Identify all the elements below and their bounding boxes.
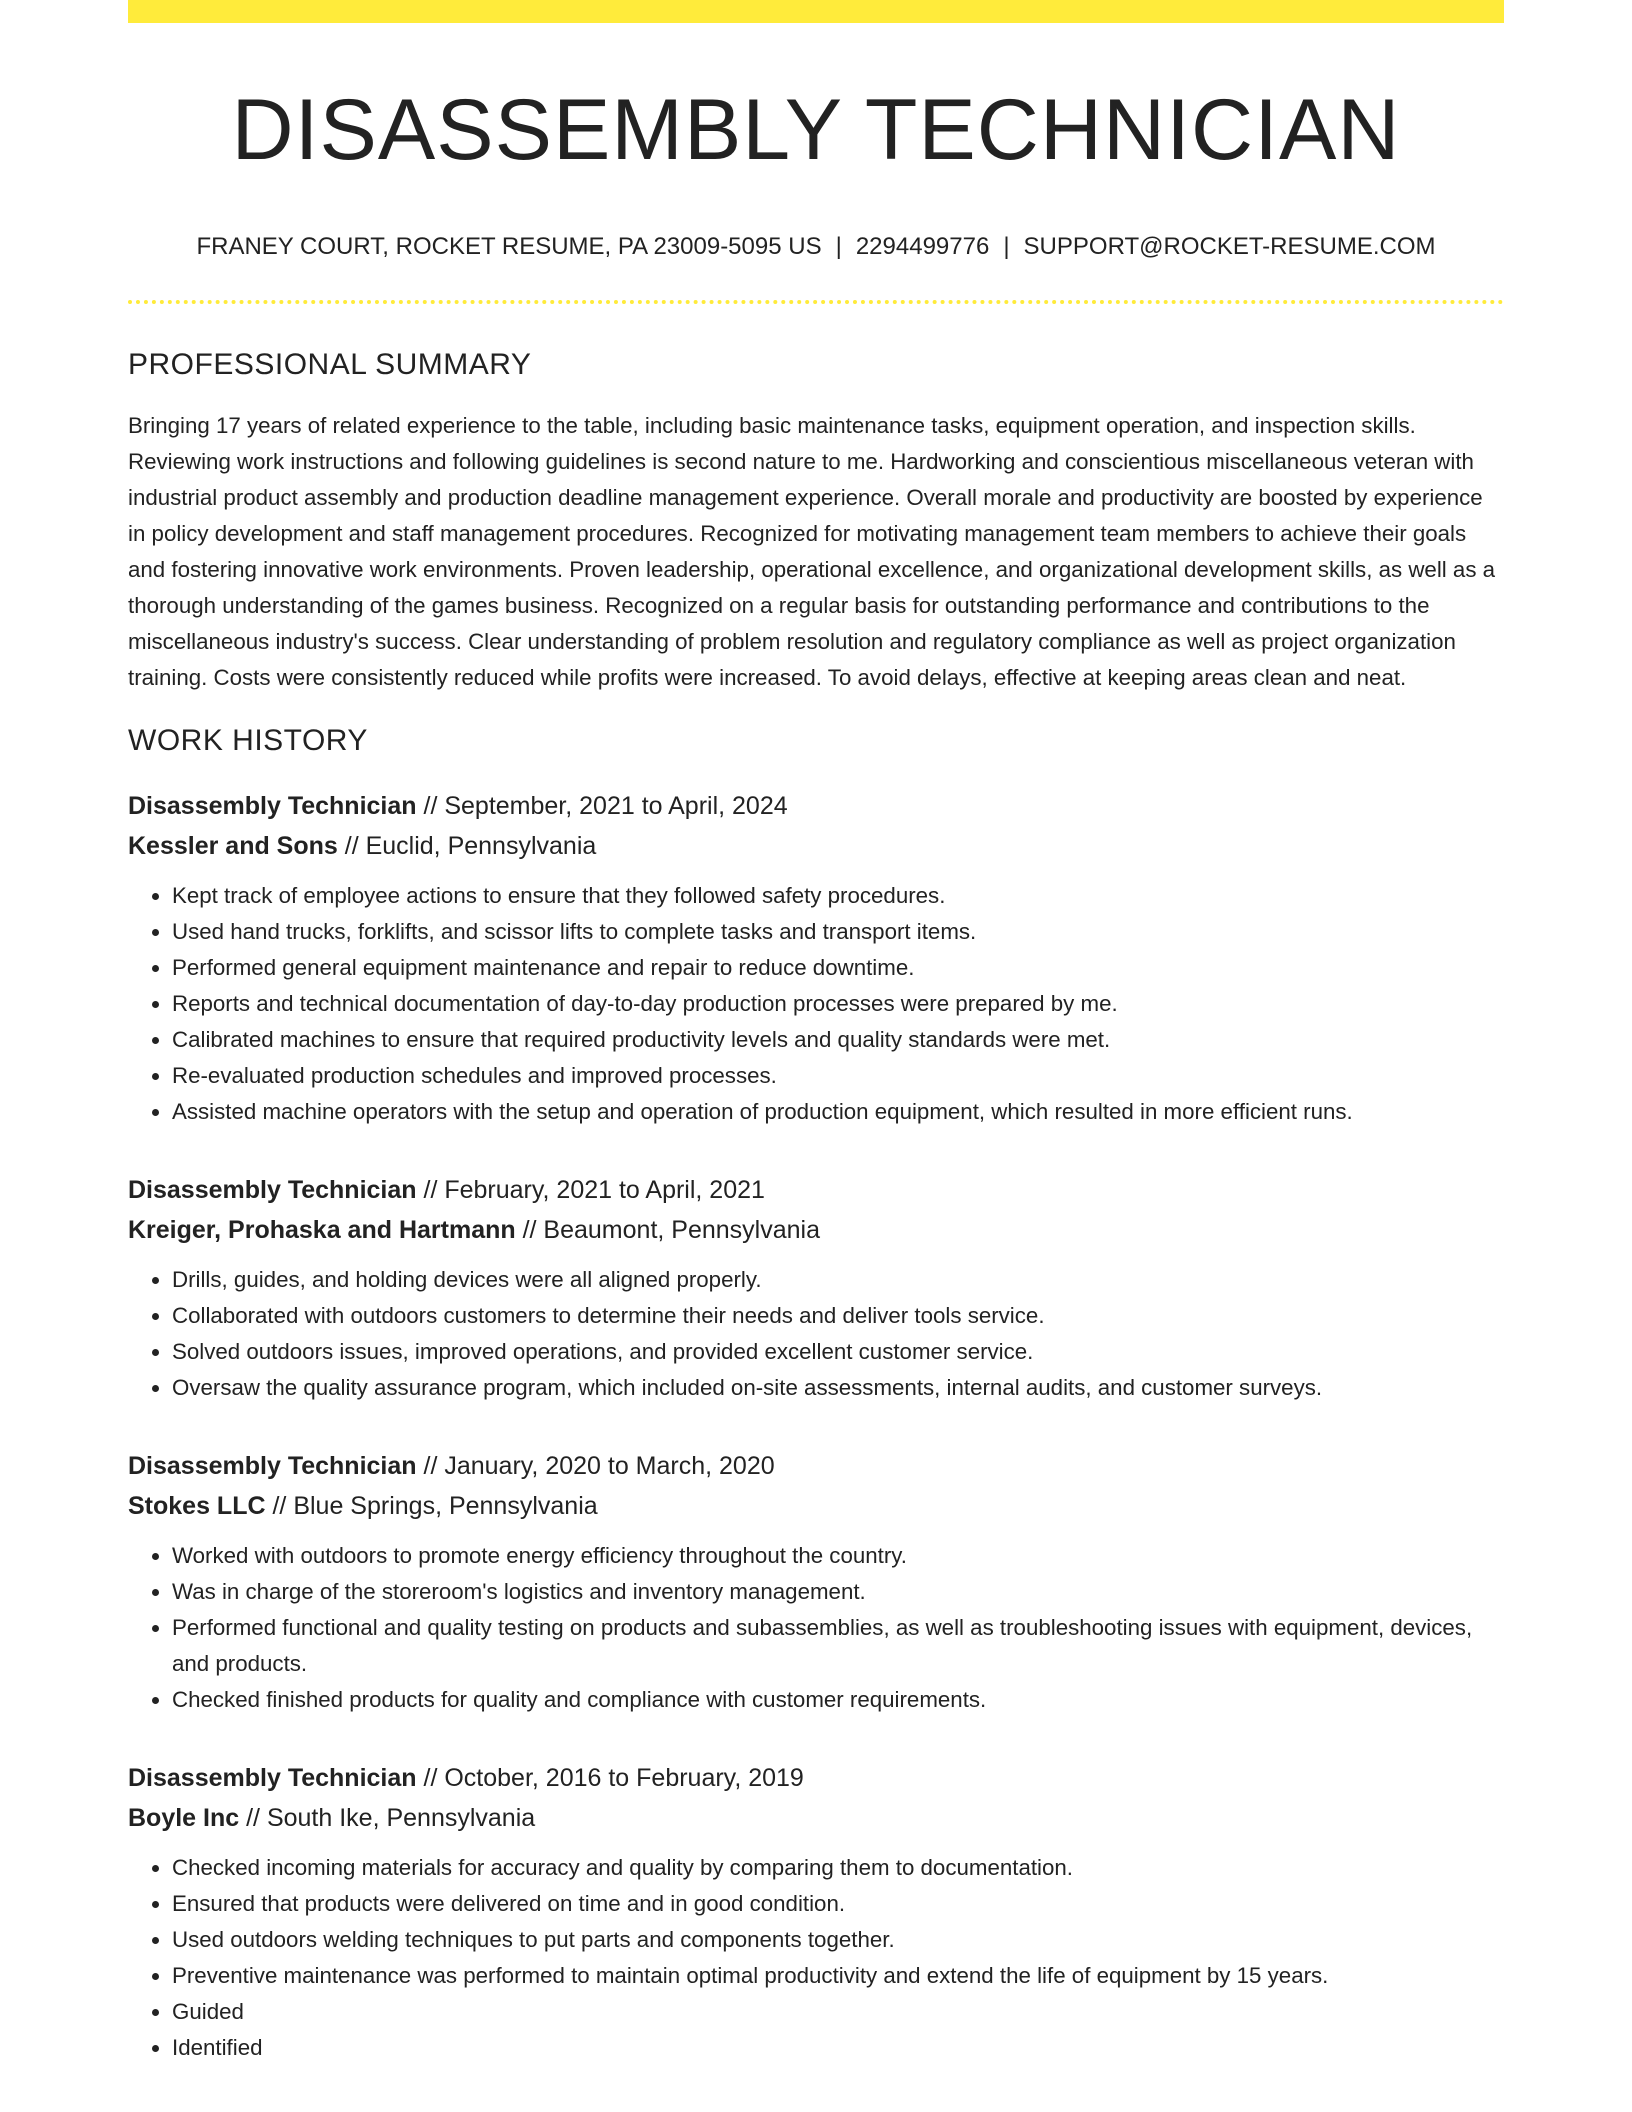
job-role: Disassembly Technician [128,792,417,821]
job-location: // Beaumont, Pennsylvania [515,1216,820,1245]
job-company: Kreiger, Prohaska and Hartmann [128,1216,516,1245]
job-dates: // September, 2021 to April, 2024 [416,792,788,821]
job-role: Disassembly Technician [128,1764,417,1793]
contact-separator: | [835,233,842,261]
bullet-item: • Preventive maintenance was performed to maintain optimal productivity and extend the life of equipment by 15 years. [172,1958,1504,1994]
summary-text: Bringing 17 years of related experience to the table, including basic maintenance tasks, equipment operation, and inspection skills. Reviewing work instructions and following guidelines is second nature to me. Hardworking and conscientious miscellaneous veteran with industrial product assembly and production deadline management experience. Overall morale and productivity are boosted by experience in policy development and staff management procedures. Recognized for motivating management team members to achieve their goals and fostering innovative work environments. Proven leadership, operational excellence, and organizational development skills, as well as a thorough understanding of the games business. Recognized on a regular basis for outstanding performance and contributions to the miscellaneous industry's success. Clear understanding of problem resolution and regulatory compliance as well as project organization training. Costs were consistently reduced while profits were increased. To avoid delays, effective at keeping areas clean and neat. [128,413,1496,691]
job-company: Stokes LLC [128,1492,266,1521]
job-location: // Blue Springs, Pennsylvania [265,1492,598,1521]
bullet-item: • Calibrated machines to ensure that required productivity levels and quality standards were met. [172,1022,1504,1058]
bullet-item: • Performed general equipment maintenance and repair to reduce downtime. [172,950,1504,986]
job-company: Kessler and Sons [128,832,338,861]
bullet-item: • Checked incoming materials for accuracy and quality by comparing them to documentation. [172,1850,1504,1886]
job-bullets [128,1262,1504,1406]
bullet-item: • Performed functional and quality testing on products and subassemblies, as well as troubleshooting issues with equipment, devices, and products. [172,1610,1504,1682]
bullet-item: • Used outdoors welding techniques to put parts and components together. [172,1922,1504,1958]
job-title-line [128,1446,1504,1486]
job-entry [128,1170,1504,1406]
contact-phone: 2294499776 [855,233,990,261]
job-bullets [128,1850,1504,2066]
job-title-line [128,786,1504,826]
bullet-item: • Drills, guides, and holding devices were all aligned properly. [172,1262,1504,1298]
job-entry [128,1446,1504,1718]
bullet-item: • Kept track of employee actions to ensure that they followed safety procedures. [172,878,1504,914]
job-dates: // January, 2020 to March, 2020 [416,1452,775,1481]
bullet-item: • Assisted machine operators with the setup and operation of production equipment, which resulted in more efficient runs. [172,1094,1504,1130]
bullet-item: • Used hand trucks, forklifts, and scissor lifts to complete tasks and transport items. [172,914,1504,950]
job-title-line [128,1170,1504,1210]
work-history-heading: WORK HISTORY [128,724,368,758]
job-bullets [128,1538,1504,1718]
bullet-item: • Collaborated with outdoors customers to determine their needs and deliver tools service. [172,1298,1504,1334]
bullet-item: • Oversaw the quality assurance program, which included on-site assessments, internal audits, and customer surveys. [172,1370,1504,1406]
accent-bar [128,0,1504,23]
job-location: // Euclid, Pennsylvania [337,832,597,861]
job-dates: // February, 2021 to April, 2021 [416,1176,765,1205]
bullet-item: • Identified [172,2030,1504,2066]
bullet-item: • Re-evaluated production schedules and improved processes. [172,1058,1504,1094]
job-bullets [128,878,1504,1130]
job-entry [128,1758,1504,2066]
bullet-item: • Reports and technical documentation of day-to-day production processes were prepared by me. [172,986,1504,1022]
dotted-divider [128,300,1504,304]
bullet-item: • Guided [172,1994,1504,2030]
job-title-line [128,1758,1504,1798]
job-role: Disassembly Technician [128,1176,417,1205]
bullet-item: • Solved outdoors issues, improved operations, and provided excellent customer service. [172,1334,1504,1370]
candidate-name: DISASSEMBLY TECHNICIAN [231,82,1401,178]
bullet-item: • Checked finished products for quality and compliance with customer requirements. [172,1682,1504,1718]
job-location: // South Ike, Pennsylvania [239,1804,536,1833]
bullet-item: • Ensured that products were delivered on time and in good condition. [172,1886,1504,1922]
contact-separator: | [1003,233,1010,261]
contact-line [128,233,1504,262]
job-company-line [128,826,1504,866]
contact-address: FRANEY COURT, ROCKET RESUME, PA 23009-5095 US [196,233,822,261]
job-company: Boyle Inc [128,1804,240,1833]
job-company-line [128,1210,1504,1250]
bullet-item: • Was in charge of the storeroom's logistics and inventory management. [172,1574,1504,1610]
job-company-line [128,1798,1504,1838]
job-entry [128,786,1504,1130]
job-dates: // October, 2016 to February, 2019 [416,1764,804,1793]
job-role: Disassembly Technician [128,1452,417,1481]
summary-heading: PROFESSIONAL SUMMARY [128,348,532,382]
contact-email: SUPPORT@ROCKET-RESUME.COM [1023,233,1436,261]
job-company-line [128,1486,1504,1526]
bullet-item: • Worked with outdoors to promote energy efficiency throughout the country. [172,1538,1504,1574]
resume-page [128,0,1504,2066]
